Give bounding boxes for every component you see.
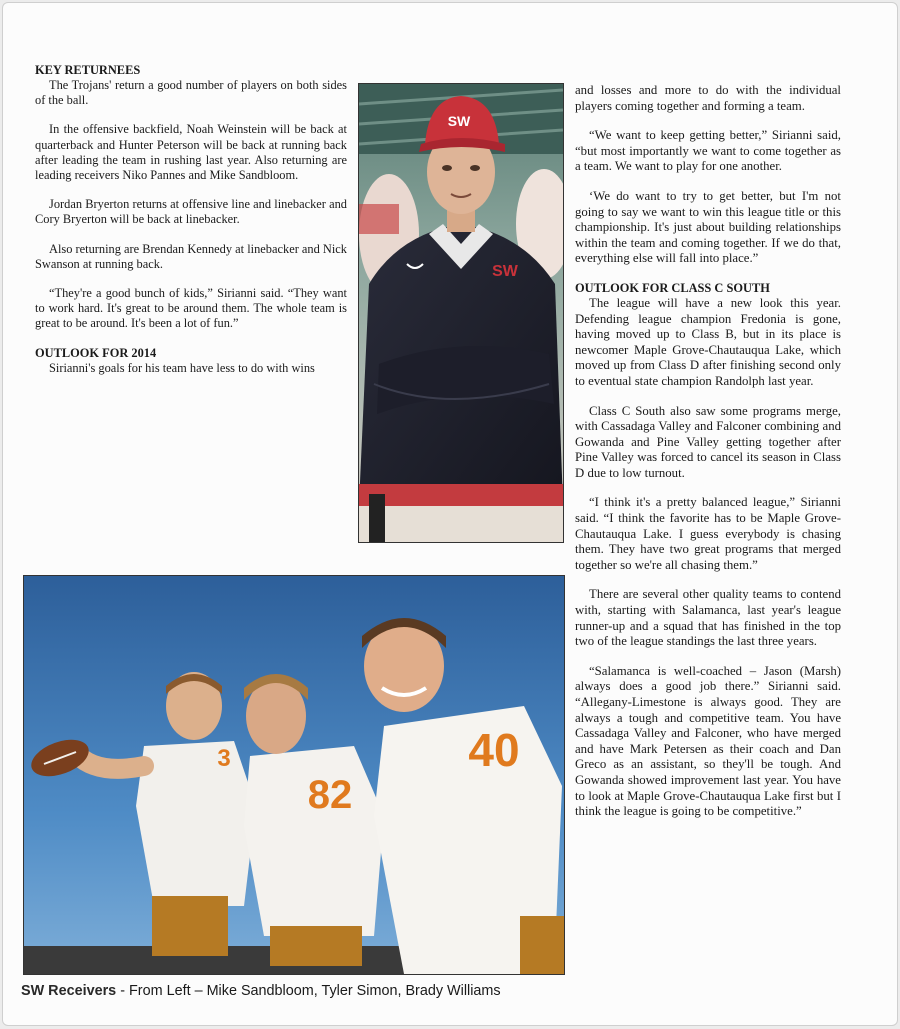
right-paragraph-5: Class C South also saw some programs merge, with Cassadaga Valley and Falconer combining and Gowanda and Pine Valley getting together after Pine Valley was forced to cancel its season in Class D due to low turnout. [575, 403, 841, 480]
right-paragraph-2: “We want to keep getting better,” Sirianni said, “but most importantly we want to come together as a team. We want to play for one another. [575, 128, 841, 174]
left-paragraph-5: “They're a good bunch of kids,” Sirianni said. “They want to work hard. It's great to be around them. The whole team is great to be around. It's been a lot of fun.” [35, 286, 347, 331]
coach-photo [358, 83, 564, 543]
right-paragraph-3: ‘We do want to try to get better, but I'm not going to say we want to win this league title or this championship. It's just about building relationships within the team and coming together. If we do that, everything else will fall into place.” [575, 188, 841, 266]
caption-title: SW Receivers [21, 983, 117, 999]
right-paragraph-8: “Salamanca is well-coached – Jason (Marsh) always does a good job there.” Sirianni said. “Allegany-Limestone is always good. They are always a tough and competitive team. You have Cassadaga Valley and Falconer, who have merged and have Mark Petersen as their coach and Dan Greco as an assistant, so they'll be tough. And Gowanda showed improvement last year. You have to look at Maple Grove-Chautauqua Lake first but I think the league is going to be competitive.” [575, 663, 841, 819]
coach-cap-logo: SW [447, 113, 471, 129]
right-column [575, 83, 841, 834]
left-paragraph-3: Jordan Bryerton returns at offensive line and linebacker and Cory Bryerton will be back at linebacker. [35, 197, 347, 227]
key-returnees-heading: KEY RETURNEES [35, 63, 141, 77]
outlook-class-c-heading: OUTLOOK FOR CLASS C SOUTH [575, 280, 770, 295]
caption-text: - From Left – Mike Sandbloom, Tyler Simon, Brady Williams [116, 983, 501, 999]
jersey-number-2: 82 [307, 773, 353, 817]
jersey-number-1: 3 [217, 745, 231, 772]
receivers-photo [23, 575, 565, 975]
left-column [35, 63, 347, 390]
photo-caption [21, 983, 581, 999]
right-paragraph-1: and losses and more to do with the individual players coming together and forming a team. [575, 83, 841, 113]
right-paragraph-4: The league will have a new look this year. Defending league champion Fredonia is gone, having moved up to Class B, but in its place is newcomer Maple Grove-Chautauqua Lake, which moved up from Class D after finishing second only to eventual state champion Randolph last year. [575, 295, 841, 388]
coach-jacket-logo: SW [492, 263, 518, 280]
right-paragraph-7: There are several other quality teams to contend with, starting with Salamanca, last year's league runner-up and a squad that has finished in the top two of the league standings the last three years. [575, 587, 841, 649]
left-paragraph-4: Also returning are Brendan Kennedy at linebacker and Nick Swanson at running back. [35, 241, 347, 271]
newspaper-page [2, 2, 898, 1026]
left-paragraph-1: The Trojans' return a good number of players on both sides of the ball. [35, 78, 347, 108]
right-paragraph-6: “I think it's a pretty balanced league,” Sirianni said. “I think the favorite has to be Maple Grove-Chautauqua Lake. I guess everybody is chasing them. They have two great programs that merged together so we're all chasing them.” [575, 495, 841, 572]
receivers-photo-art [24, 576, 564, 974]
left-paragraph-6: Sirianni's goals for his team have less to do with wins [49, 360, 315, 375]
jersey-number-3: 40 [468, 724, 520, 776]
left-paragraph-2: In the offensive backfield, Noah Weinstein will be back at quarterback and Hunter Peterson will be back at running back after leading the team in rushing last year. Also returning are leading receivers Niko Pannes and Mike Sandbloom. [35, 122, 347, 183]
outlook-2014-heading: OUTLOOK FOR 2014 [35, 345, 157, 360]
coach-photo-art [359, 84, 563, 542]
